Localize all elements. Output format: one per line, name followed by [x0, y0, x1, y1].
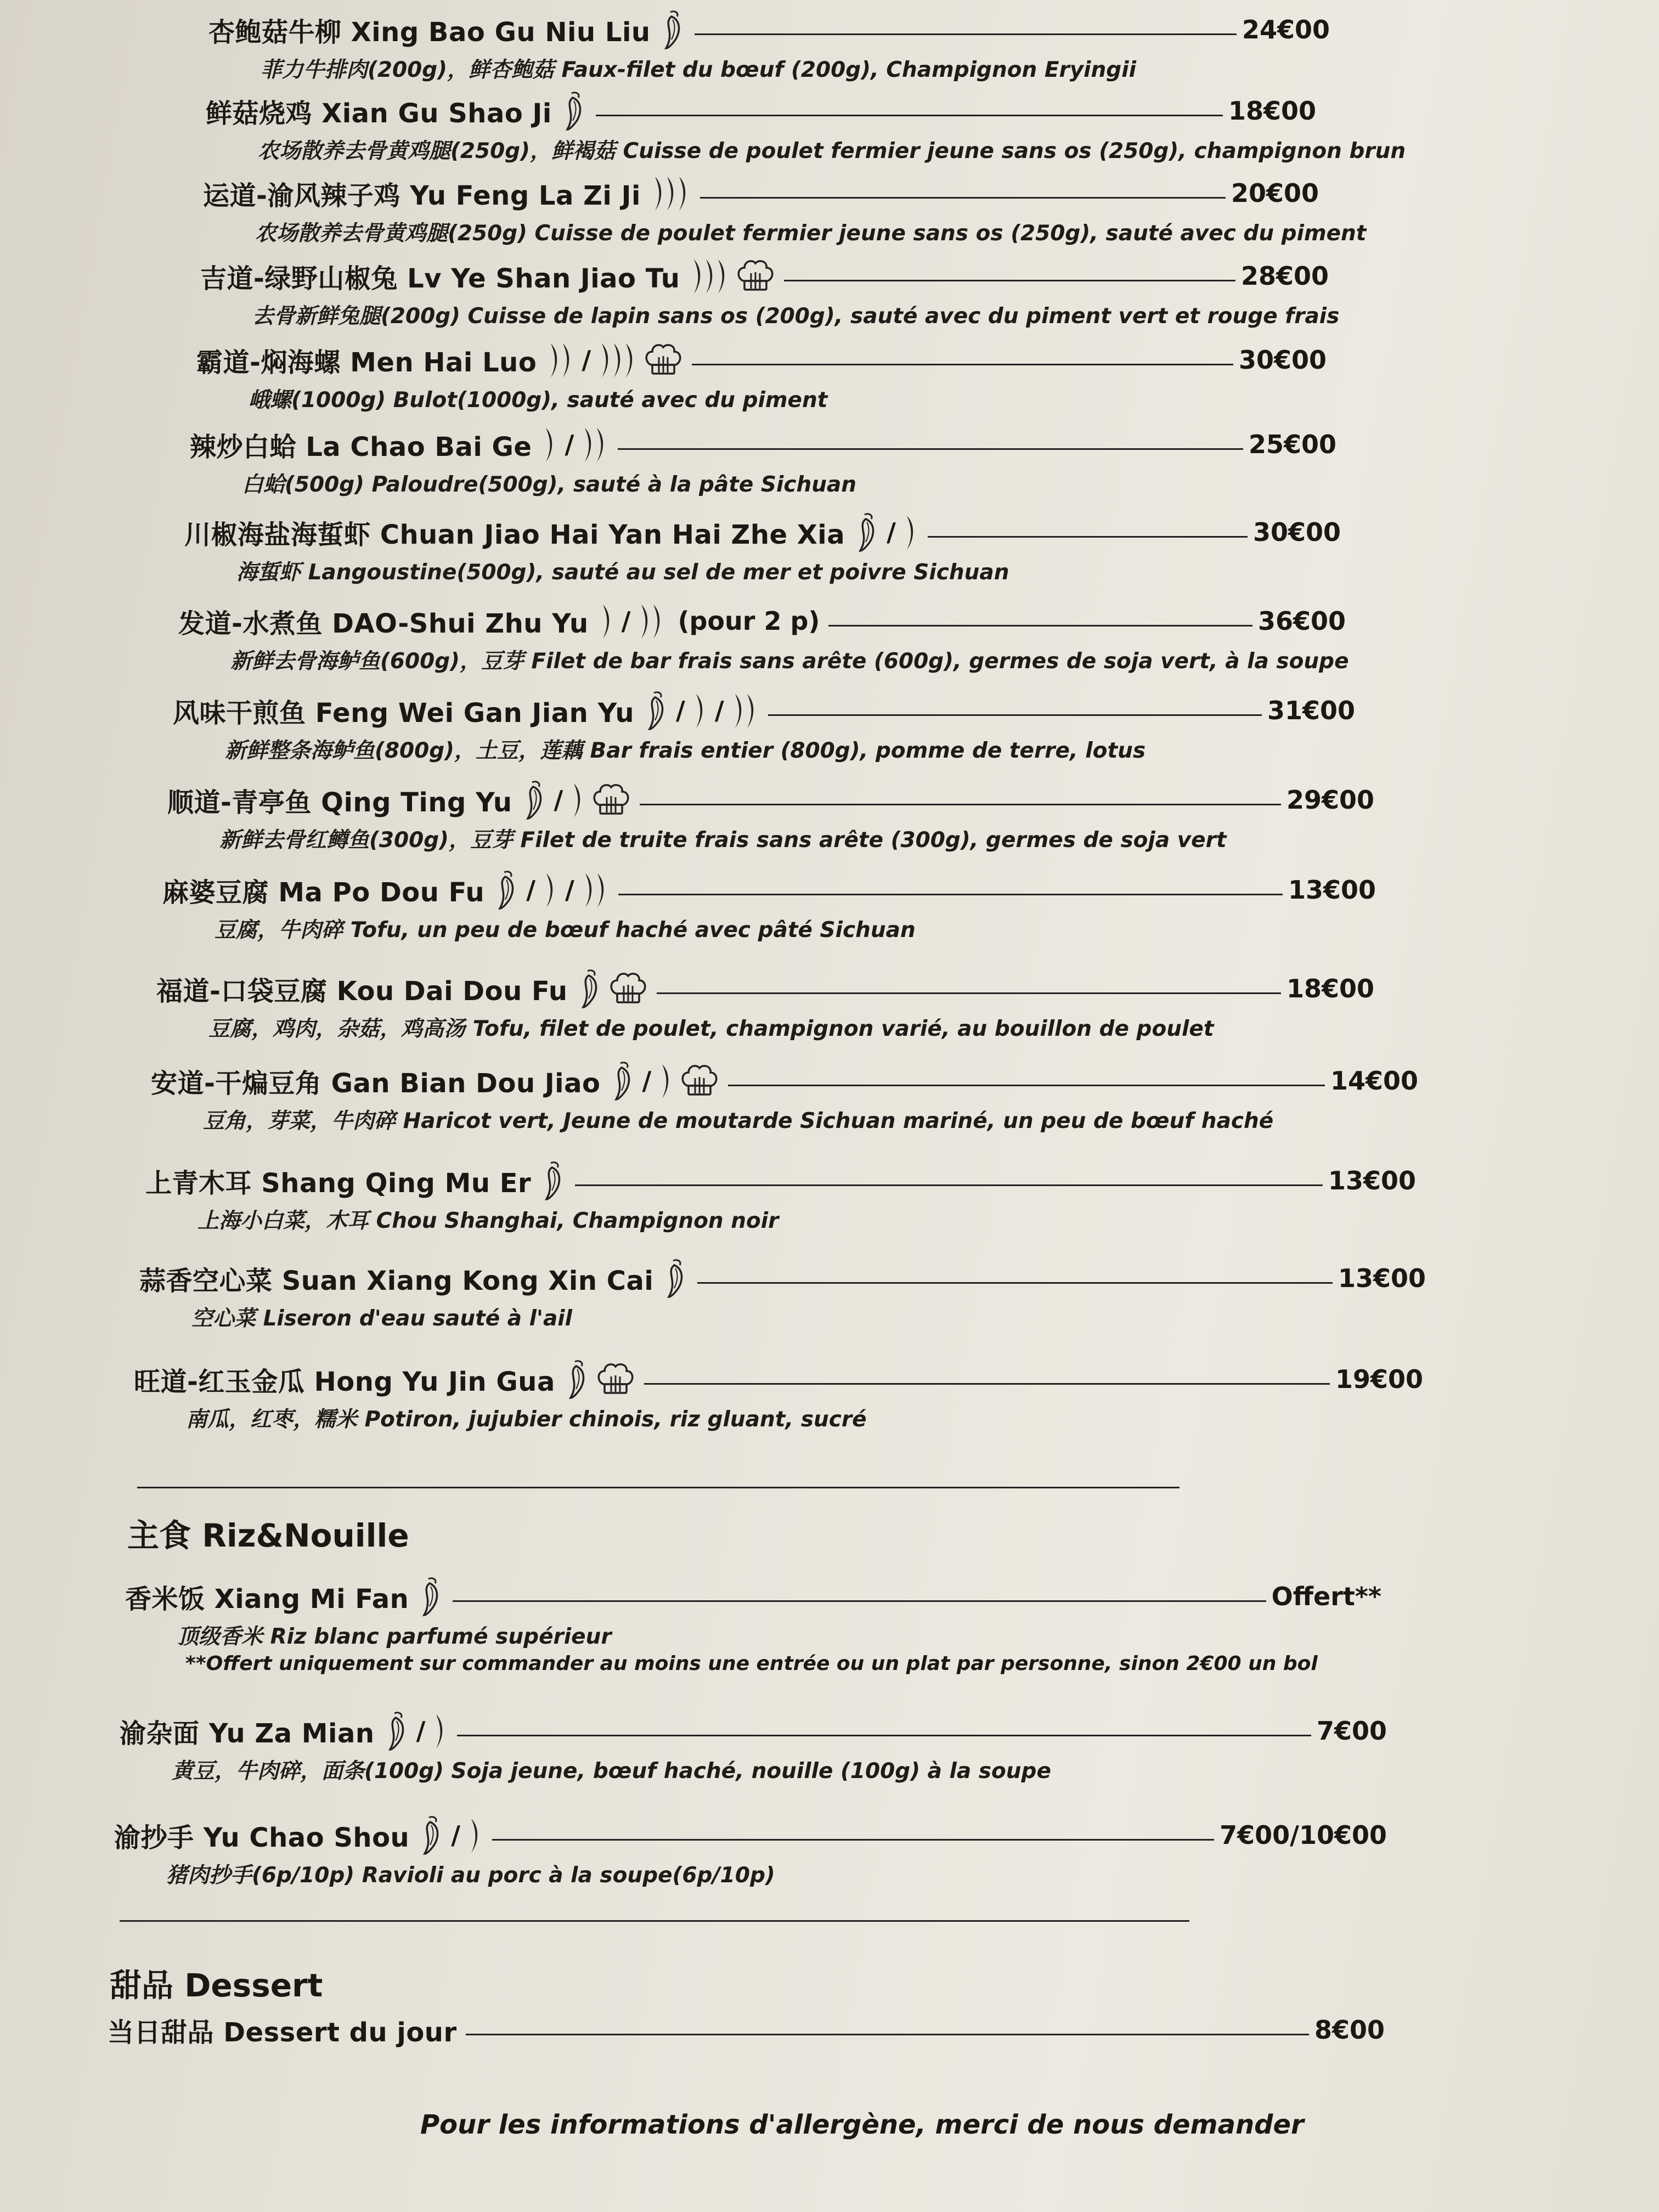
menu-item-header [178, 599, 1346, 643]
dish-name: 渝抄手 Yu Chao Shou [114, 1822, 410, 1853]
spice-separator: / [451, 1820, 461, 1850]
dish-price: 7€00/10€00 [1220, 1820, 1387, 1850]
spice-icons [578, 968, 648, 1009]
dish-description: 豆腐，牛肉碎 Tofu, un peu de bœuf haché avec pâté Sichuan [215, 918, 916, 943]
menu-item [196, 338, 1327, 414]
chef-hat-icon [596, 1360, 635, 1398]
dessert-section-title: 甜品 Dessert [110, 1967, 323, 2004]
dish-name: 渝杂面 Yu Za Mian [120, 1718, 375, 1749]
dish-name: 杏鲍菇牛柳 Xing Bao Gu Niu Liu [208, 16, 651, 48]
dish-name: 上青木耳 Shang Qing Mu Er [145, 1167, 532, 1199]
dot-leader [457, 1735, 1311, 1736]
dish-name: 风味干煎鱼 Feng Wei Gan Jian Yu [173, 697, 635, 729]
serving-note: (pour 2 p) [678, 606, 820, 636]
dot-leader [596, 115, 1223, 116]
spice-icons [419, 1576, 444, 1617]
dish-price: 31€00 [1267, 696, 1355, 725]
dish-name: 当日甜品 Dessert du jour [108, 2017, 457, 2048]
hot-pepper-icon [542, 869, 558, 911]
menu-item [200, 254, 1340, 330]
dot-leader [657, 992, 1281, 994]
dish-name: 福道-口袋豆腐 Kou Dai Dou Fu [156, 975, 568, 1007]
chef-hat-icon [608, 969, 648, 1008]
menu-item [208, 8, 1330, 83]
dish-description: 农场散养去骨黄鸡腿(250g)，鲜褐菇 Cuisse de poulet fermier jeune sans os (250g), champignon brun [258, 139, 1406, 163]
dot-leader [618, 448, 1243, 450]
spice-icons [562, 90, 587, 132]
dish-price: 8€00 [1314, 2015, 1385, 2045]
dish-price: 29€00 [1286, 785, 1374, 815]
dish-note: **Offert uniquement sur commander au moins une entrée ou un plat par personne, sinon 2€00 un bol [185, 1652, 1318, 1675]
dish-price: 20€00 [1231, 178, 1319, 208]
pepper-icon [419, 1814, 444, 1856]
spice-icons [419, 1814, 483, 1856]
dot-leader [492, 1839, 1214, 1841]
dish-description: 豆腐，鸡肉，杂菇，鸡高汤 Tofu, filet de poulet, champignon varié, au bouillon de poulet [208, 1017, 1214, 1041]
dish-price: 30€00 [1238, 345, 1327, 375]
spice-separator: / [714, 696, 724, 725]
section-divider [120, 1920, 1189, 1922]
spice-icons [522, 779, 631, 821]
spice-separator: / [676, 696, 685, 725]
spice-separator: / [642, 1066, 652, 1096]
spice-icons [661, 9, 686, 50]
pepper-icon [663, 1257, 689, 1299]
menu-item [167, 778, 1374, 854]
dish-name: 发道-水煮鱼 DAO-Shui Zhu Yu [178, 608, 589, 639]
menu-item-header [162, 868, 1376, 912]
hot-pepper-icon [541, 424, 558, 465]
hot-pepper-icon [651, 172, 691, 214]
menu-item-header [203, 171, 1319, 215]
dish-price: 25€00 [1248, 430, 1336, 459]
chef-hat-icon [736, 257, 775, 295]
dish-name: 川椒海盐海蜇虾 Chuan Jiao Hai Yan Hai Zhe Xia [184, 519, 845, 550]
spice-icons [599, 600, 666, 642]
hot-pepper-icon [597, 339, 638, 381]
pepper-icon [494, 869, 520, 911]
dish-name: 香米饭 Xiang Mi Fan [125, 1583, 409, 1615]
dot-leader [700, 197, 1226, 199]
dot-leader [728, 1085, 1325, 1086]
spice-separator: / [621, 606, 631, 636]
hot-pepper-icon [637, 600, 665, 642]
dot-leader [784, 280, 1235, 281]
dish-name: 鲜菇烧鸡 Xian Gu Shao Ji [206, 98, 552, 129]
dish-price: 18€00 [1286, 974, 1374, 1003]
dot-leader [640, 804, 1281, 805]
menu-item [134, 1357, 1423, 1433]
menu-item [125, 1575, 1381, 1675]
pepper-icon [644, 690, 669, 731]
hot-pepper-icon [432, 1710, 448, 1752]
menu-item [156, 967, 1374, 1042]
dot-leader [575, 1184, 1323, 1186]
dish-name: 吉道-绿野山椒兔 Lv Ye Shan Jiao Tu [200, 263, 680, 294]
menu-item [120, 1709, 1387, 1785]
menu-item-header [108, 2008, 1385, 2052]
dot-leader [618, 894, 1283, 895]
dish-price: 28€00 [1240, 261, 1329, 291]
hot-pepper-icon [569, 779, 586, 821]
dish-price: 13€00 [1338, 1263, 1426, 1293]
spice-icons [644, 690, 759, 731]
dish-description: 峨螺(1000g) Bulot(1000g), sauté avec du piment [249, 388, 828, 413]
dish-description: 空心菜 Liseron d'eau sauté à l'ail [191, 1306, 573, 1331]
hot-pepper-icon [467, 1814, 483, 1856]
spice-icons [541, 424, 609, 465]
dot-leader [695, 33, 1237, 35]
dot-leader [692, 364, 1233, 365]
dish-name: 顺道-青亭鱼 Qing Ting Yu [167, 787, 512, 818]
hot-pepper-icon [599, 600, 615, 642]
menu-item-header [190, 422, 1336, 466]
dish-description: 顶级香米 Riz blanc parfumé supérieur [177, 1624, 612, 1649]
menu-item [145, 1159, 1416, 1234]
menu-item-header [134, 1357, 1423, 1401]
dish-name: 蒜香空心菜 Suan Xiang Kong Xin Cai [139, 1265, 654, 1296]
menu-item-header [139, 1256, 1426, 1300]
dish-description: 豆角，芽菜，牛肉碎 Haricot vert, Jeune de moutarde Sichuan mariné, un peu de bœuf haché [203, 1109, 1274, 1133]
pepper-icon [661, 9, 686, 50]
dish-description: 白蛤(500g) Paloudre(500g), sauté à la pâte Sichuan [242, 472, 857, 497]
menu-item [114, 1813, 1387, 1889]
dish-description: 新鲜去骨红鳟鱼(300g)，豆芽 Filet de truite frais sans arête (300g), germes de soja vert [219, 828, 1227, 853]
dish-description: 新鲜整条海鲈鱼(800g)，土豆，莲藕 Bar frais entier (800g), pomme de terre, lotus [225, 738, 1146, 763]
menu-item [206, 89, 1406, 165]
dish-description: 猪肉抄手(6p/10p) Ravioli au porc à la soupe(6p/10p) [166, 1863, 775, 1888]
spice-icons [663, 1257, 689, 1299]
dot-leader [453, 1600, 1266, 1602]
spice-separator: / [582, 345, 591, 375]
spice-icons [546, 339, 683, 381]
spice-separator: / [565, 430, 574, 459]
dish-price: 7€00 [1316, 1716, 1387, 1746]
menu-item [151, 1059, 1418, 1135]
dish-description: 海蜇虾 Langoustine(500g), sauté au sel de mer et poivre Sichuan [236, 560, 1009, 585]
menu-item [108, 2008, 1385, 2052]
pepper-icon [611, 1060, 636, 1102]
pepper-icon [385, 1710, 410, 1752]
menu-item [184, 510, 1341, 586]
menu-item-header [156, 967, 1374, 1011]
spice-icons [565, 1358, 635, 1400]
hot-pepper-icon [902, 511, 919, 553]
spice-separator: / [887, 517, 896, 547]
menu-item-header [120, 1709, 1387, 1753]
dot-leader [644, 1383, 1330, 1385]
menu-item [203, 171, 1367, 247]
dish-description: 新鲜去骨海鲈鱼(600g)，豆芽 Filet de bar frais sans arête (600g), germes de soja vert, à la soupe [230, 649, 1349, 674]
menu-item-header [173, 689, 1355, 732]
hot-pepper-icon [690, 255, 730, 297]
hot-pepper-icon [731, 690, 759, 731]
pepper-icon [562, 90, 587, 132]
dish-price: 36€00 [1257, 606, 1346, 636]
chef-hat-icon [680, 1062, 719, 1100]
dish-price: 18€00 [1228, 96, 1316, 126]
dish-price: 30€00 [1252, 517, 1341, 547]
spice-icons [494, 869, 610, 911]
pepper-icon [522, 779, 548, 821]
dish-description: 南瓜，红枣，糯米 Potiron, jujubier chinois, riz gluant, sucré [186, 1407, 867, 1432]
menu-item [162, 868, 1376, 944]
dot-leader [466, 2034, 1309, 2035]
menu-item-header [196, 338, 1327, 382]
spice-icons [690, 255, 775, 297]
menu-item [139, 1256, 1426, 1332]
dish-price: 14€00 [1330, 1066, 1418, 1096]
dot-leader [828, 625, 1252, 627]
section-divider [137, 1487, 1180, 1488]
dish-price: 24€00 [1242, 15, 1330, 44]
spice-separator: / [554, 785, 563, 815]
hot-pepper-icon [658, 1060, 674, 1102]
menu-item [178, 599, 1349, 675]
spice-icons [385, 1710, 449, 1752]
menu-item-header [208, 8, 1330, 52]
spice-icons [541, 1160, 566, 1201]
dish-description: 菲力牛排肉(200g)，鲜杏鲍菇 Faux-filet du bœuf (200g), Champignon Eryingii [261, 58, 1136, 82]
menu-item [173, 689, 1355, 764]
menu-item-header [167, 778, 1374, 822]
allergen-note: Pour les informations d'allergène, merci de nous demander [420, 2109, 1304, 2140]
pepper-icon [419, 1576, 444, 1617]
dish-description: 农场散养去骨黄鸡腿(250g) Cuisse de poulet fermier jeune sans os (250g), sauté avec du piment [255, 221, 1367, 246]
dish-name: 旺道-红玉金瓜 Hong Yu Jin Gua [134, 1366, 555, 1397]
pepper-icon [541, 1160, 566, 1201]
dish-name: 霸道-焖海螺 Men Hai Luo [196, 347, 537, 378]
dish-price: 19€00 [1335, 1364, 1423, 1394]
dish-name: 麻婆豆腐 Ma Po Dou Fu [162, 877, 485, 908]
hot-pepper-icon [692, 690, 708, 731]
menu-item-header [125, 1575, 1381, 1618]
hot-pepper-icon [581, 869, 610, 911]
dot-leader [768, 714, 1262, 716]
dish-description: 黄豆，牛肉碎，面条(100g) Soja jeune, bœuf haché, nouille (100g) à la soupe [172, 1759, 1051, 1784]
spice-separator: / [416, 1716, 426, 1746]
dish-description: 去骨新鲜兔腿(200g) Cuisse de lapin sans os (200g), sauté avec du piment vert et rouge frais [252, 304, 1340, 329]
spice-separator: / [565, 875, 574, 905]
dish-price: 13€00 [1288, 875, 1376, 905]
dish-price: Offert** [1271, 1582, 1381, 1611]
menu-item-header [114, 1813, 1387, 1857]
spice-icons [651, 172, 691, 214]
menu-item-header [206, 89, 1316, 133]
spice-icons [855, 511, 919, 553]
chef-hat-icon [644, 341, 683, 379]
chef-hat-icon [591, 781, 631, 819]
dish-price: 13€00 [1328, 1166, 1416, 1195]
pepper-icon [855, 511, 880, 553]
menu-item-header [200, 254, 1329, 298]
hot-pepper-icon [580, 424, 609, 465]
dot-leader [928, 536, 1248, 538]
spice-separator: / [526, 875, 536, 905]
menu-item [190, 422, 1336, 498]
hot-pepper-icon [546, 339, 575, 381]
dot-leader [697, 1282, 1333, 1284]
pepper-icon [565, 1358, 590, 1400]
dish-description: 上海小白菜，木耳 Chou Shanghai, Champignon noir [198, 1209, 779, 1233]
spice-icons [611, 1060, 720, 1102]
dish-name: 安道-干煸豆角 Gan Bian Dou Jiao [151, 1068, 601, 1099]
dish-name: 运道-渝风辣子鸡 Yu Feng La Zi Ji [203, 180, 641, 211]
menu-item-header [184, 510, 1341, 554]
pepper-icon [578, 968, 603, 1009]
menu-item-header [151, 1059, 1418, 1103]
menu-item-header [145, 1159, 1416, 1203]
rice-section-title: 主食 Riz&Nouille [127, 1517, 409, 1554]
dish-name: 辣炒白蛤 La Chao Bai Ge [190, 431, 532, 462]
